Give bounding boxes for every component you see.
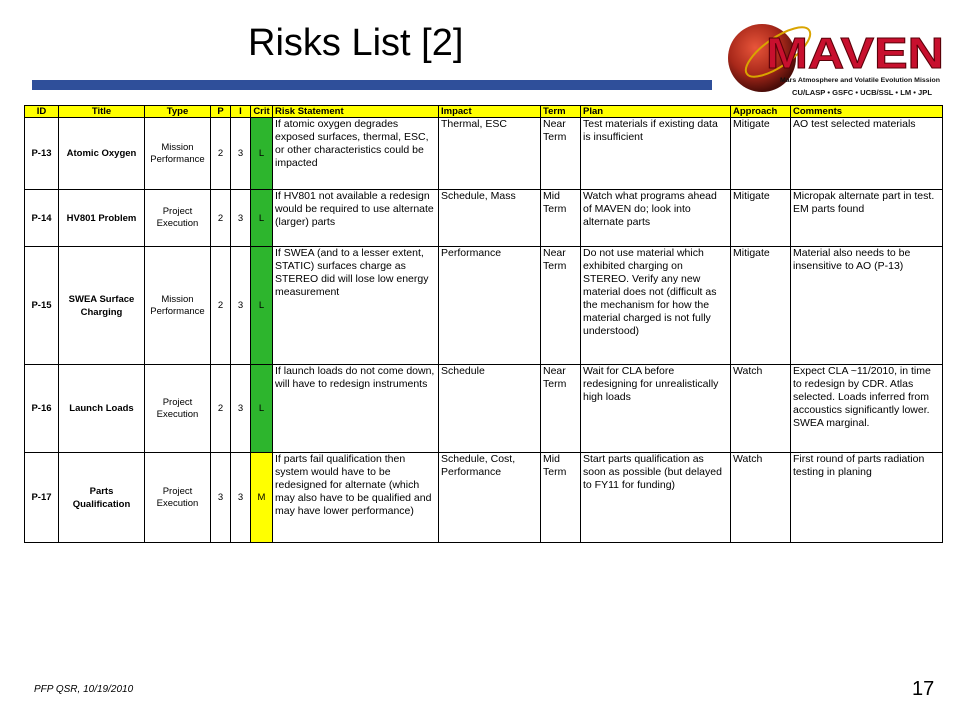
- cell-risk-statement: If atomic oxygen degrades exposed surfaces, thermal, ESC, or other characteristics could be impacted: [273, 118, 439, 190]
- cell-title: Atomic Oxygen: [59, 118, 145, 190]
- cell-approach: Mitigate: [731, 247, 791, 365]
- title-underline: [32, 80, 712, 90]
- cell-plan: Watch what programs ahead of MAVEN do; look into alternate parts: [581, 190, 731, 247]
- cell-comments: Micropak alternate part in test. EM parts found: [791, 190, 943, 247]
- cell-probability: 2: [211, 247, 231, 365]
- cell-impact: Performance: [439, 247, 541, 365]
- header-plan: Plan: [581, 106, 731, 118]
- cell-comments: First round of parts radiation testing in planing: [791, 453, 943, 543]
- cell-id: P-14: [25, 190, 59, 247]
- cell-term: Mid Term: [541, 453, 581, 543]
- table-row: [25, 118, 943, 190]
- cell-risk-statement: If SWEA (and to a lesser extent, STATIC) surfaces charge as STEREO did will lose low energy measurement: [273, 247, 439, 365]
- header-approach: Approach: [731, 106, 791, 118]
- logo-subtitle: Mars Atmosphere and Volatile Evolution Mission: [780, 77, 941, 84]
- cell-criticality: L: [251, 190, 273, 247]
- slide-title: Risks List [2]: [248, 22, 464, 64]
- cell-type: Mission Performance: [145, 118, 211, 190]
- cell-impact-score: 3: [231, 247, 251, 365]
- cell-title: SWEA Surface Charging: [59, 247, 145, 365]
- cell-impact-score: 3: [231, 365, 251, 453]
- cell-risk-statement: If HV801 not available a redesign would be required to use alternate (larger) parts: [273, 190, 439, 247]
- cell-title: HV801 Problem: [59, 190, 145, 247]
- cell-comments: Expect CLA ~11/2010, in time to redesign by CDR. Atlas selected. Loads inferred from accoustics significantly lower. SWEA marginal.: [791, 365, 943, 453]
- cell-id: P-13: [25, 118, 59, 190]
- cell-probability: 3: [211, 453, 231, 543]
- header-id: ID: [25, 106, 59, 118]
- cell-risk-statement: If parts fail qualification then system would have to be redesigned for alternate (which may also have to be qualified and may have lower performance): [273, 453, 439, 543]
- cell-approach: Mitigate: [731, 190, 791, 247]
- risks-table: [24, 105, 943, 543]
- cell-approach: Watch: [731, 453, 791, 543]
- cell-probability: 2: [211, 365, 231, 453]
- table-row: [25, 453, 943, 543]
- maven-logo-graphic: [718, 8, 950, 104]
- cell-impact: Thermal, ESC: [439, 118, 541, 190]
- maven-logo: [718, 8, 950, 104]
- header-title: Title: [59, 106, 145, 118]
- cell-impact: Schedule: [439, 365, 541, 453]
- cell-type: Project Execution: [145, 453, 211, 543]
- cell-impact-score: 3: [231, 118, 251, 190]
- table-row: [25, 190, 943, 247]
- cell-impact: Schedule, Cost, Performance: [439, 453, 541, 543]
- table-header-row: [25, 106, 943, 118]
- cell-criticality: L: [251, 118, 273, 190]
- cell-plan: Start parts qualification as soon as possible (but delayed to FY11 for funding): [581, 453, 731, 543]
- header-impact: Impact: [439, 106, 541, 118]
- cell-id: P-17: [25, 453, 59, 543]
- cell-probability: 2: [211, 118, 231, 190]
- cell-id: P-16: [25, 365, 59, 453]
- page-number: 17: [912, 678, 935, 700]
- cell-type: Mission Performance: [145, 247, 211, 365]
- cell-comments: AO test selected materials: [791, 118, 943, 190]
- cell-plan: Wait for CLA before redesigning for unrealistically high loads: [581, 365, 731, 453]
- header-impact-score: I: [231, 106, 251, 118]
- cell-comments: Material also needs to be insensitive to AO (P-13): [791, 247, 943, 365]
- logo-wordmark: MAVEN: [766, 29, 944, 78]
- header-term: Term: [541, 106, 581, 118]
- cell-criticality: M: [251, 453, 273, 543]
- header-criticality: Crit: [251, 106, 273, 118]
- cell-term: Near Term: [541, 247, 581, 365]
- cell-title: Launch Loads: [59, 365, 145, 453]
- table-row: [25, 247, 943, 365]
- table-row: [25, 365, 943, 453]
- cell-criticality: L: [251, 247, 273, 365]
- cell-approach: Watch: [731, 365, 791, 453]
- cell-type: Project Execution: [145, 365, 211, 453]
- logo-partners: CU/LASP • GSFC • UCB/SSL • LM • JPL: [792, 90, 933, 97]
- cell-probability: 2: [211, 190, 231, 247]
- cell-risk-statement: If launch loads do not come down, will have to redesign instruments: [273, 365, 439, 453]
- cell-approach: Mitigate: [731, 118, 791, 190]
- cell-term: Near Term: [541, 365, 581, 453]
- header-type: Type: [145, 106, 211, 118]
- cell-title: Parts Qualification: [59, 453, 145, 543]
- cell-term: Near Term: [541, 118, 581, 190]
- cell-plan: Test materials if existing data is insufficient: [581, 118, 731, 190]
- cell-plan: Do not use material which exhibited charging on STEREO. Verify any new material does not (difficult as the mechanism for how the material charged is not fully understood): [581, 247, 731, 365]
- cell-impact-score: 3: [231, 190, 251, 247]
- header-probability: P: [211, 106, 231, 118]
- cell-term: Mid Term: [541, 190, 581, 247]
- cell-type: Project Execution: [145, 190, 211, 247]
- header-comments: Comments: [791, 106, 943, 118]
- cell-impact-score: 3: [231, 453, 251, 543]
- footer-text: PFP QSR, 10/19/2010: [34, 684, 134, 695]
- cell-id: P-15: [25, 247, 59, 365]
- header-risk-statement: Risk Statement: [273, 106, 439, 118]
- cell-criticality: L: [251, 365, 273, 453]
- cell-impact: Schedule, Mass: [439, 190, 541, 247]
